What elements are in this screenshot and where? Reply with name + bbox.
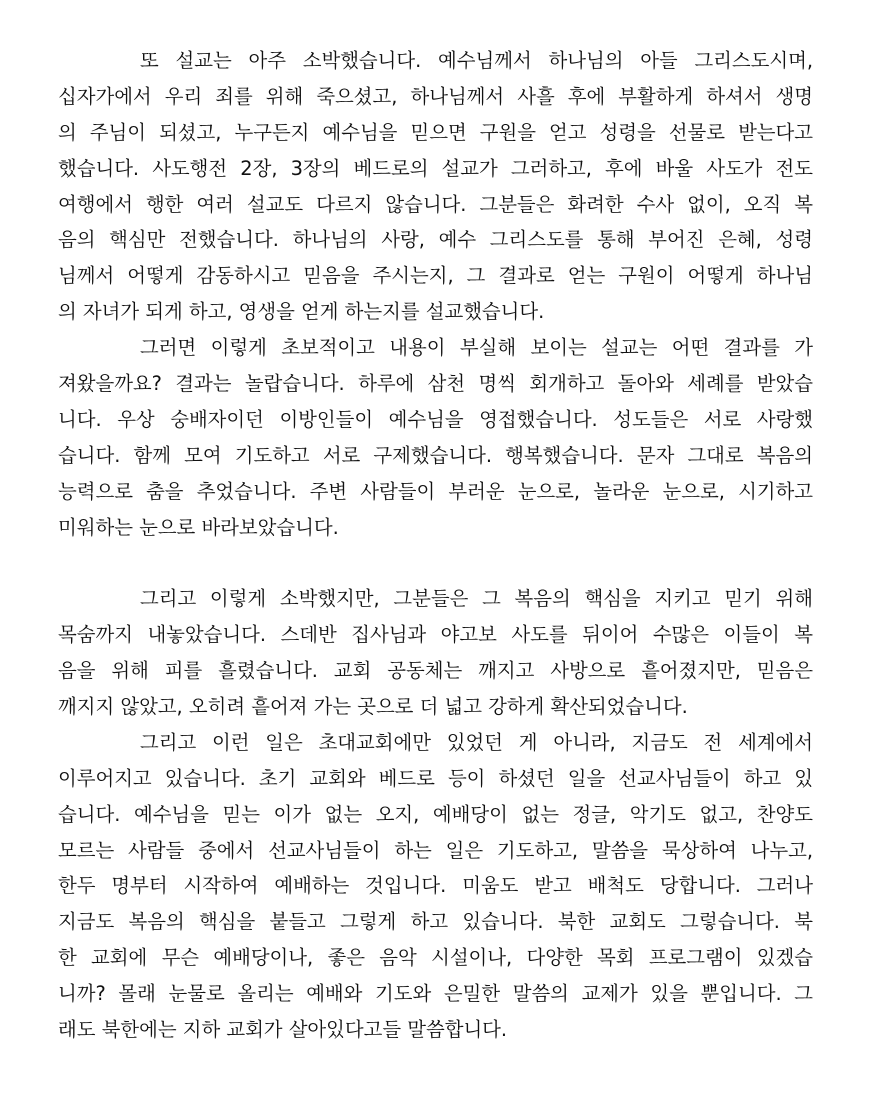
text-line: 음의 핵심만 전했습니다. 하나님의 사랑, 예수 그리스도를 통해 부어진 은혜, 성령 — [58, 228, 813, 252]
text-line: 의 주님이 되셨고, 누구든지 예수님을 믿으면 구원을 얻고 성령을 선물로 받는다고 — [58, 120, 813, 144]
text-line: 모르는 사람들 중에서 선교사님들이 하는 일은 기도하고, 말씀을 묵상하여 나누고, — [58, 838, 813, 862]
text-line: 또 설교는 아주 소박했습니다. 예수님께서 하나님의 아들 그리스도시며, — [140, 49, 813, 72]
text-line: 그리고 이렇게 소박했지만, 그분들은 그 복음의 핵심을 지키고 믿기 위해 — [140, 587, 813, 611]
text-line: 목숨까지 내놓았습니다. 스데반 집사님과 야고보 사도를 뒤이어 수많은 이들이 복 — [58, 623, 813, 647]
text-line: 이루어지고 있습니다. 초기 교회와 베드로 등이 하셨던 일을 선교사님들이 하고 있 — [58, 766, 813, 790]
text-line: 래도 북한에는 지하 교회가 살아있다고들 말씀합니다. — [58, 1018, 508, 1042]
document-page — [58, 43, 813, 1048]
text-line: 한두 명부터 시작하여 예배하는 것입니다. 미움도 받고 배척도 당합니다. 그러나 — [58, 874, 813, 898]
text-line: 습니다. 함께 모여 기도하고 서로 구제했습니다. 행복했습니다. 문자 그대로 복음의 — [58, 443, 813, 467]
text-line: 깨지지 않았고, 오히려 흩어져 가는 곳으로 더 넓고 강하게 확산되었습니다. — [58, 695, 688, 719]
text-line: 의 자녀가 되게 하고, 영생을 얻게 하는지를 설교했습니다. — [58, 300, 545, 324]
text-line: 니다. 우상 숭배자이던 이방인들이 예수님을 영접했습니다. 성도들은 서로 사랑했 — [58, 407, 813, 431]
text-line: 니까? 몰래 눈물로 올리는 예배와 기도와 은밀한 말씀의 교제가 있을 뿐입니다. 그 — [58, 982, 813, 1006]
text-line: 그리고 이런 일은 초대교회에만 있었던 게 아니라, 지금도 전 세계에서 — [140, 730, 813, 754]
text-line: 능력으로 춤을 추었습니다. 주변 사람들이 부러운 눈으로, 놀라운 눈으로, 시기하고 — [58, 479, 813, 503]
paragraph-2 — [58, 330, 813, 545]
paragraph-4 — [58, 725, 813, 1048]
text-line: 한 교회에 무슨 예배당이나, 좋은 음악 시설이나, 다양한 목회 프로그램이 있겠습 — [58, 946, 813, 970]
text-line: 지금도 복음의 핵심을 붙들고 그렇게 하고 있습니다. 북한 교회도 그렇습니다. 북 — [58, 910, 813, 934]
text-line: 음을 위해 피를 흘렸습니다. 교회 공동체는 깨지고 사방으로 흩어졌지만, 믿음은 — [58, 659, 813, 683]
paragraph-spacer — [58, 545, 813, 581]
text-line: 님께서 어떻게 감동하시고 믿음을 주시는지, 그 결과로 얻는 구원이 어떻게 하나님 — [58, 264, 813, 288]
text-line: 져왔을까요? 결과는 놀랍습니다. 하루에 삼천 명씩 회개하고 돌아와 세례를 받았습 — [58, 372, 813, 396]
text-line: 그러면 이렇게 초보적이고 내용이 부실해 보이는 설교는 어떤 결과를 가 — [140, 336, 813, 360]
paragraph-3 — [58, 581, 813, 725]
text-line: 습니다. 예수님을 믿는 이가 없는 오지, 예배당이 없는 정글, 악기도 없고, 찬양도 — [58, 802, 813, 826]
text-line: 미워하는 눈으로 바라보았습니다. — [58, 515, 339, 539]
text-line: 했습니다. 사도행전 2장, 3장의 베드로의 설교가 그러하고, 후에 바울 사도가 전도 — [58, 156, 813, 180]
text-line: 십자가에서 우리 죄를 위해 죽으셨고, 하나님께서 사흘 후에 부활하게 하셔서 생명 — [58, 84, 813, 108]
paragraph-1 — [58, 43, 813, 330]
text-line: 여행에서 행한 여러 설교도 다르지 않습니다. 그분들은 화려한 수사 없이, 오직 복 — [58, 192, 813, 216]
